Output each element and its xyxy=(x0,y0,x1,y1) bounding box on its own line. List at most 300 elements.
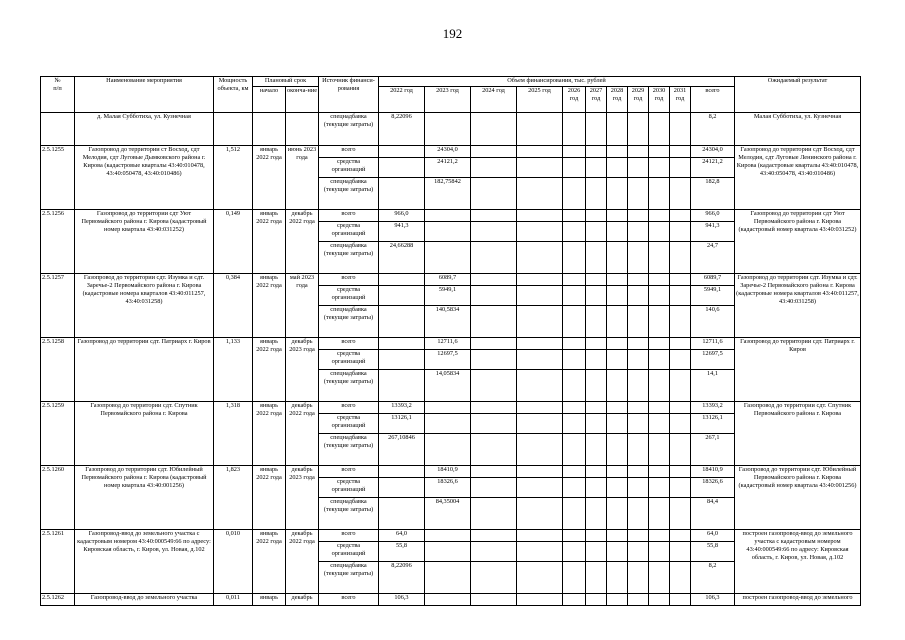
header-year: 2022 год xyxy=(379,87,425,113)
value-2022: 106,3 xyxy=(379,594,425,606)
funding-source: всего xyxy=(319,594,379,606)
value-empty xyxy=(628,478,649,498)
value-empty xyxy=(649,178,670,210)
value-empty xyxy=(471,466,517,478)
value-empty xyxy=(517,338,563,350)
value-2022 xyxy=(379,370,425,402)
header-start: начало xyxy=(253,87,286,113)
value-2022: 8,22096 xyxy=(379,113,425,146)
header-year: 2024 год xyxy=(471,87,517,113)
value-2022: 8,22096 xyxy=(379,562,425,594)
value-2023: 12711,6 xyxy=(425,338,471,350)
value-total: 18410,9 xyxy=(691,466,735,478)
value-empty xyxy=(649,498,670,530)
value-empty xyxy=(586,338,607,350)
value-total: 55,8 xyxy=(691,542,735,562)
event-name: Газопровод до территории сдт. Юбилейный Первомайского района г. Кирова (кадастровый номер квартала 43:40:001256) xyxy=(75,466,214,530)
header-end: оконча-ние xyxy=(286,87,319,113)
table-row xyxy=(41,113,861,146)
event-name: Газопровод до территории ст Восход, сдт Мелодия, сдт Луговые Дымковского района г. Кирова (кадастровые кварталы 43:40:010478, 43:40:050478, 43:40:010486) xyxy=(75,146,214,210)
value-2023 xyxy=(425,542,471,562)
value-empty xyxy=(670,530,691,542)
value-empty xyxy=(649,530,670,542)
start-date: январь 2022 года xyxy=(253,210,286,274)
value-2023: 140,5834 xyxy=(425,306,471,338)
value-empty xyxy=(563,286,586,306)
value-empty xyxy=(563,338,586,350)
value-empty xyxy=(607,158,628,178)
funding-source: средства организаций xyxy=(319,542,379,562)
value-total: 12697,5 xyxy=(691,350,735,370)
expected-result: Газопровод до территории сдт. Юбилейный Первомайского района г. Кирова (кадастровый номер квартала 43:40:001256) xyxy=(735,466,861,530)
start-date: январь 2022 года xyxy=(253,338,286,402)
value-2022 xyxy=(379,158,425,178)
value-2023 xyxy=(425,562,471,594)
value-empty xyxy=(517,113,563,146)
value-empty xyxy=(628,562,649,594)
value-empty xyxy=(607,478,628,498)
start-date: январь 2022 года xyxy=(253,530,286,594)
value-empty xyxy=(471,274,517,286)
capacity: 1,133 xyxy=(214,338,253,402)
value-empty xyxy=(563,222,586,242)
row-number: 2.5.1262 xyxy=(41,594,75,606)
header-year: 2029 год xyxy=(628,87,649,113)
end-date: декабрь 2022 года xyxy=(286,210,319,274)
value-empty xyxy=(670,338,691,350)
value-empty xyxy=(586,402,607,414)
value-empty xyxy=(517,498,563,530)
value-2023 xyxy=(425,414,471,434)
end-date: декабрь 2022 года xyxy=(286,402,319,466)
event-name: Газопровод-ввод до земельного участка xyxy=(75,594,214,606)
value-empty xyxy=(471,113,517,146)
value-empty xyxy=(607,146,628,158)
capacity: 0,149 xyxy=(214,210,253,274)
value-empty xyxy=(670,210,691,222)
value-empty xyxy=(563,306,586,338)
start-date: январь 2022 года xyxy=(253,466,286,530)
header-result: Ожидаемый результат xyxy=(735,77,861,113)
header-total: всего xyxy=(691,87,735,113)
value-empty xyxy=(517,158,563,178)
value-empty xyxy=(670,478,691,498)
event-name: Газопровод до территории сдт Уют Первомайского района г. Кирова (кадастровый номер квартала 43:40:031252) xyxy=(75,210,214,274)
value-empty xyxy=(607,274,628,286)
value-empty xyxy=(649,158,670,178)
value-empty xyxy=(563,498,586,530)
value-empty xyxy=(586,242,607,274)
value-empty xyxy=(471,562,517,594)
value-empty xyxy=(517,530,563,542)
value-empty xyxy=(471,370,517,402)
value-total: 84,4 xyxy=(691,498,735,530)
value-empty xyxy=(628,466,649,478)
funding-source: всего xyxy=(319,466,379,478)
value-2022: 13393,2 xyxy=(379,402,425,414)
value-empty xyxy=(586,274,607,286)
value-total: 13126,1 xyxy=(691,414,735,434)
value-empty xyxy=(607,210,628,222)
value-empty xyxy=(471,146,517,158)
value-empty xyxy=(517,478,563,498)
value-empty xyxy=(563,178,586,210)
value-empty xyxy=(586,414,607,434)
value-2023: 24121,2 xyxy=(425,158,471,178)
value-total: 5949,1 xyxy=(691,286,735,306)
header-name: Наименование мероприятия xyxy=(75,77,214,113)
header-year: 2026 год xyxy=(563,87,586,113)
funding-source: всего xyxy=(319,530,379,542)
value-2022: 966,0 xyxy=(379,210,425,222)
value-empty xyxy=(517,146,563,158)
value-2022: 64,0 xyxy=(379,530,425,542)
value-empty xyxy=(649,338,670,350)
value-total: 140,6 xyxy=(691,306,735,338)
value-empty xyxy=(628,402,649,414)
value-2022: 55,8 xyxy=(379,542,425,562)
capacity: 0,384 xyxy=(214,274,253,338)
value-empty xyxy=(517,542,563,562)
value-empty xyxy=(628,146,649,158)
start-date xyxy=(253,113,286,146)
value-empty xyxy=(586,306,607,338)
value-empty xyxy=(607,113,628,146)
value-2022 xyxy=(379,178,425,210)
value-empty xyxy=(586,542,607,562)
header-year: 2030 год xyxy=(649,87,670,113)
value-empty xyxy=(586,466,607,478)
value-empty xyxy=(649,542,670,562)
value-2023: 14,05834 xyxy=(425,370,471,402)
value-empty xyxy=(607,414,628,434)
value-empty xyxy=(628,113,649,146)
value-empty xyxy=(517,286,563,306)
value-2023 xyxy=(425,210,471,222)
funding-source: спецнадбавка (текущие затраты) xyxy=(319,434,379,466)
value-empty xyxy=(517,350,563,370)
value-empty xyxy=(563,542,586,562)
value-empty xyxy=(607,306,628,338)
funding-source: всего xyxy=(319,274,379,286)
value-empty xyxy=(628,178,649,210)
capacity: 0,011 xyxy=(214,594,253,606)
value-2022 xyxy=(379,498,425,530)
value-empty xyxy=(649,222,670,242)
capacity: 1,512 xyxy=(214,146,253,210)
value-empty xyxy=(649,306,670,338)
event-name: д. Малая Субботиха, ул. Кузнечная xyxy=(75,113,214,146)
value-empty xyxy=(517,306,563,338)
value-empty xyxy=(628,498,649,530)
funding-source: спецнадбавка (текущие затраты) xyxy=(319,178,379,210)
value-2023 xyxy=(425,594,471,606)
value-total: 182,8 xyxy=(691,178,735,210)
value-empty xyxy=(649,402,670,414)
value-2023 xyxy=(425,434,471,466)
value-empty xyxy=(607,370,628,402)
value-2023: 182,75842 xyxy=(425,178,471,210)
value-total: 966,0 xyxy=(691,210,735,222)
value-empty xyxy=(471,542,517,562)
value-total: 6089,7 xyxy=(691,274,735,286)
event-name: Газопровод до территории сдт. Спутник Первомайского района г. Кирова xyxy=(75,402,214,466)
value-empty xyxy=(471,350,517,370)
value-empty xyxy=(517,370,563,402)
value-2023: 6089,7 xyxy=(425,274,471,286)
value-total: 14,1 xyxy=(691,370,735,402)
expected-result: построен газопровод-ввод до земельного xyxy=(735,594,861,606)
value-empty xyxy=(563,466,586,478)
table-row xyxy=(41,530,861,542)
value-empty xyxy=(649,210,670,222)
table-row xyxy=(41,210,861,222)
expected-result: Газопровод до территории сдт. Изумка и сдт. Заречье-2 Первомайского района г. Кирова (кадастровые номера кварталов 43:40:011257, 43:40:031258) xyxy=(735,274,861,338)
value-empty xyxy=(607,594,628,606)
funding-source: всего xyxy=(319,210,379,222)
value-empty xyxy=(471,242,517,274)
value-empty xyxy=(471,414,517,434)
value-empty xyxy=(607,542,628,562)
value-empty xyxy=(563,478,586,498)
value-empty xyxy=(586,594,607,606)
value-empty xyxy=(628,530,649,542)
funding-source: средства организаций xyxy=(319,222,379,242)
value-empty xyxy=(517,402,563,414)
value-empty xyxy=(649,562,670,594)
value-empty xyxy=(670,542,691,562)
value-empty xyxy=(628,594,649,606)
value-empty xyxy=(670,242,691,274)
value-empty xyxy=(649,274,670,286)
expected-result: Газопровод до территории сдт. Патриарх г. Киров xyxy=(735,338,861,402)
value-empty xyxy=(628,306,649,338)
value-2023: 24304,0 xyxy=(425,146,471,158)
value-empty xyxy=(586,498,607,530)
row-number xyxy=(41,113,75,146)
funding-source: средства организаций xyxy=(319,414,379,434)
table-row xyxy=(41,594,861,606)
start-date: январь 2022 года xyxy=(253,402,286,466)
value-total: 267,1 xyxy=(691,434,735,466)
funding-source: всего xyxy=(319,146,379,158)
value-empty xyxy=(586,286,607,306)
funding-source: средства организаций xyxy=(319,350,379,370)
value-total: 64,0 xyxy=(691,530,735,542)
header-year: 2023 год xyxy=(425,87,471,113)
value-2022 xyxy=(379,466,425,478)
value-empty xyxy=(607,178,628,210)
value-empty xyxy=(670,402,691,414)
value-2022 xyxy=(379,286,425,306)
row-number: 2.5.1259 xyxy=(41,402,75,466)
value-empty xyxy=(607,530,628,542)
start-date: январь 2022 года xyxy=(253,146,286,210)
value-empty xyxy=(649,242,670,274)
value-total: 106,3 xyxy=(691,594,735,606)
value-empty xyxy=(628,542,649,562)
value-empty xyxy=(607,498,628,530)
value-empty xyxy=(563,402,586,414)
value-empty xyxy=(563,594,586,606)
value-2023: 12697,5 xyxy=(425,350,471,370)
value-empty xyxy=(670,113,691,146)
end-date xyxy=(286,113,319,146)
value-empty xyxy=(586,146,607,158)
event-name: Газопровод до территории сдт. Патриарх г. Киров xyxy=(75,338,214,402)
expected-result: Газопровод до территории сдт. Спутник Первомайского района г. Кирова xyxy=(735,402,861,466)
funding-source: средства организаций xyxy=(319,158,379,178)
value-empty xyxy=(607,562,628,594)
value-empty xyxy=(471,478,517,498)
value-empty xyxy=(563,530,586,542)
value-empty xyxy=(670,434,691,466)
value-2023 xyxy=(425,530,471,542)
value-empty xyxy=(670,370,691,402)
value-2022 xyxy=(379,274,425,286)
funding-source: спецнадбавка (текущие затраты) xyxy=(319,306,379,338)
value-empty xyxy=(628,414,649,434)
header-capacity: Мощность объекта, км xyxy=(214,77,253,113)
value-empty xyxy=(670,350,691,370)
value-empty xyxy=(517,594,563,606)
value-empty xyxy=(670,466,691,478)
funding-source: средства организаций xyxy=(319,478,379,498)
header-year: 2031 год xyxy=(670,87,691,113)
value-empty xyxy=(471,306,517,338)
header-funding: Объем финансирования, тыс. рублей xyxy=(379,77,735,87)
value-2023 xyxy=(425,113,471,146)
value-empty xyxy=(670,274,691,286)
value-total: 13393,2 xyxy=(691,402,735,414)
value-empty xyxy=(471,158,517,178)
start-date: январь 2022 года xyxy=(253,274,286,338)
value-empty xyxy=(628,370,649,402)
value-empty xyxy=(471,178,517,210)
value-total: 18326,6 xyxy=(691,478,735,498)
funding-source: всего xyxy=(319,338,379,350)
header-year: 2028 год xyxy=(607,87,628,113)
event-name: Газопровод-ввод до земельного участка с кадастровым номером 43:40:000549:66 по адресу: Кировская область, г. Киров, ул. Новая, д.102 xyxy=(75,530,214,594)
header-year: 2025 год xyxy=(517,87,563,113)
value-empty xyxy=(628,242,649,274)
event-name: Газопровод до территории сдт. Изумка и сдт. Заречье-2 Первомайского района г. Кирова (кадастровые номера кварталов 43:40:011257, 43:40:031258) xyxy=(75,274,214,338)
value-empty xyxy=(471,434,517,466)
funding-source: спецнадбавка (текущие затраты) xyxy=(319,498,379,530)
table-row xyxy=(41,466,861,478)
value-2022: 24,66288 xyxy=(379,242,425,274)
value-empty xyxy=(563,562,586,594)
value-empty xyxy=(517,466,563,478)
value-empty xyxy=(670,178,691,210)
value-empty xyxy=(649,146,670,158)
value-empty xyxy=(649,478,670,498)
value-empty xyxy=(628,350,649,370)
value-empty xyxy=(586,434,607,466)
value-empty xyxy=(649,113,670,146)
row-number: 2.5.1261 xyxy=(41,530,75,594)
value-2022 xyxy=(379,146,425,158)
row-number: 2.5.1256 xyxy=(41,210,75,274)
value-empty xyxy=(607,286,628,306)
value-empty xyxy=(471,594,517,606)
value-empty xyxy=(517,222,563,242)
value-empty xyxy=(649,594,670,606)
value-empty xyxy=(471,402,517,414)
value-empty xyxy=(586,530,607,542)
header-period: Плановый срок xyxy=(253,77,319,87)
value-empty xyxy=(649,286,670,306)
value-empty xyxy=(471,210,517,222)
value-2022 xyxy=(379,478,425,498)
value-empty xyxy=(628,338,649,350)
value-empty xyxy=(471,222,517,242)
value-empty xyxy=(586,113,607,146)
value-empty xyxy=(628,210,649,222)
expected-result: построен газопровод-ввод до земельного участка с кадастровым номером 43:40:000549:66 по адресу: Кировская область, г. Киров, ул. Новая, д.102 xyxy=(735,530,861,594)
value-total: 8,2 xyxy=(691,113,735,146)
value-empty xyxy=(649,370,670,402)
value-empty xyxy=(628,286,649,306)
value-empty xyxy=(586,370,607,402)
value-empty xyxy=(471,338,517,350)
value-empty xyxy=(517,414,563,434)
value-2023: 84,35004 xyxy=(425,498,471,530)
value-empty xyxy=(670,286,691,306)
value-empty xyxy=(517,274,563,286)
value-empty xyxy=(471,286,517,306)
value-empty xyxy=(586,350,607,370)
value-2022 xyxy=(379,306,425,338)
value-empty xyxy=(563,242,586,274)
expected-result: Малая Субботиха, ул. Кузнечная xyxy=(735,113,861,146)
value-empty xyxy=(563,414,586,434)
value-empty xyxy=(607,350,628,370)
value-total: 941,3 xyxy=(691,222,735,242)
value-empty xyxy=(563,350,586,370)
value-2022 xyxy=(379,350,425,370)
value-empty xyxy=(670,158,691,178)
value-total: 12711,6 xyxy=(691,338,735,350)
value-empty xyxy=(670,498,691,530)
funding-source: спецнадбавка (текущие затраты) xyxy=(319,242,379,274)
funding-source: средства организаций xyxy=(319,286,379,306)
value-2023: 18410,9 xyxy=(425,466,471,478)
capacity: 0,010 xyxy=(214,530,253,594)
value-2023 xyxy=(425,402,471,414)
value-empty xyxy=(586,478,607,498)
value-2023: 5949,1 xyxy=(425,286,471,306)
end-date: июнь 2023 года xyxy=(286,146,319,210)
value-empty xyxy=(563,146,586,158)
value-2022: 13126,1 xyxy=(379,414,425,434)
value-2022: 941,3 xyxy=(379,222,425,242)
funding-source: спецнадбавка (текущие затраты) xyxy=(319,562,379,594)
row-number: 2.5.1255 xyxy=(41,146,75,210)
page-number: 192 xyxy=(442,26,463,41)
row-number: 2.5.1260 xyxy=(41,466,75,530)
capacity xyxy=(214,113,253,146)
expected-result: Газопровод до территории сдт Уют Первомайского района г. Кирова (кадастровый номер квартала 43:40:031252) xyxy=(735,210,861,274)
value-empty xyxy=(649,434,670,466)
value-empty xyxy=(517,434,563,466)
value-empty xyxy=(670,414,691,434)
value-empty xyxy=(649,350,670,370)
value-empty xyxy=(517,210,563,222)
funding-table xyxy=(40,76,861,606)
table-row xyxy=(41,274,861,286)
end-date: май 2023 года xyxy=(286,274,319,338)
